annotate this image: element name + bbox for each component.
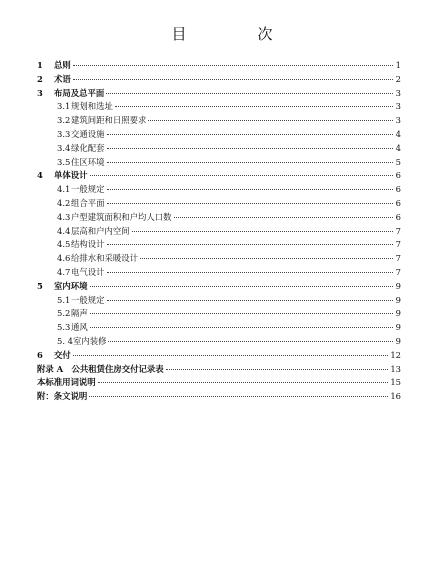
- toc-entry-page: 13: [390, 363, 401, 374]
- toc-entry-number: 4.2: [57, 197, 71, 208]
- toc-entry[interactable]: [37, 197, 401, 211]
- toc-entry-number: 4.5: [57, 239, 71, 250]
- toc-entry-page: 12: [390, 349, 401, 360]
- toc-entry-title: 组合平面: [71, 197, 105, 208]
- dot-leader: [107, 244, 394, 245]
- toc-entry-title: 结构设计: [71, 239, 105, 250]
- toc-entry-title: 一般规定: [71, 294, 105, 305]
- toc-entry[interactable]: [37, 169, 401, 183]
- toc-entry-page: 7: [395, 253, 401, 264]
- dot-leader: [73, 65, 393, 66]
- toc-entry-page: 5: [395, 156, 401, 167]
- dot-leader: [132, 231, 393, 232]
- toc-entry-page: 9: [395, 335, 401, 346]
- toc-entry-title: 户型建筑面积和户均人口数: [71, 211, 172, 222]
- toc-entry[interactable]: [37, 376, 401, 390]
- toc-entry[interactable]: [37, 238, 401, 252]
- toc-entry-number: 4.6: [57, 253, 71, 264]
- toc-entry-title: 层高和户内空间: [71, 225, 130, 236]
- dot-leader: [115, 106, 393, 107]
- toc-entry[interactable]: [37, 142, 401, 156]
- toc-entry[interactable]: [37, 335, 401, 349]
- toc-entry-title: 建筑间距和日照要求: [71, 115, 147, 126]
- page-title: 目 次: [171, 25, 301, 43]
- toc-entry-number: 4: [37, 170, 43, 181]
- toc-entry-page: 15: [390, 377, 401, 388]
- dot-leader: [174, 217, 394, 218]
- dot-leader: [107, 134, 394, 135]
- toc-entry-page: 6: [395, 184, 401, 195]
- toc-entry[interactable]: [37, 87, 401, 101]
- toc-entry-number: 3: [37, 87, 43, 98]
- toc-entry[interactable]: [37, 266, 401, 280]
- toc-entry[interactable]: [37, 128, 401, 142]
- toc-entry[interactable]: [37, 349, 401, 363]
- toc-entry-page: 16: [390, 391, 401, 402]
- dot-leader: [107, 300, 394, 301]
- toc-entry-title: 一般规定: [71, 184, 105, 195]
- toc-entry-title: 交通设施: [71, 128, 105, 139]
- dot-leader: [148, 120, 393, 121]
- toc-entry[interactable]: [37, 156, 401, 170]
- toc-entry-title: 给排水和采暖设计: [71, 253, 138, 264]
- toc-entry[interactable]: [37, 73, 401, 87]
- toc-entry-page: 1: [395, 60, 401, 70]
- dot-leader: [140, 258, 393, 259]
- toc-entry-number: 3.2: [57, 115, 71, 126]
- toc-entry-page: 7: [395, 239, 401, 250]
- toc-entry[interactable]: [37, 100, 401, 114]
- toc-entry[interactable]: [37, 307, 401, 321]
- toc-entry-title: 布局及总平面: [54, 87, 105, 98]
- toc-entry-title: 绿化配套: [71, 142, 105, 153]
- toc-entry[interactable]: [37, 59, 401, 73]
- toc-entry[interactable]: [37, 252, 401, 266]
- dot-leader: [106, 93, 393, 94]
- toc-entry-page: 6: [395, 170, 401, 181]
- toc-entry-number: 4.3: [57, 211, 71, 222]
- toc-entry-title: 规划和选址: [71, 101, 113, 112]
- toc-entry[interactable]: [37, 280, 401, 294]
- toc-entry-page: 9: [395, 294, 401, 305]
- toc-entry-number: 4.4: [57, 225, 71, 236]
- toc-entry-page: 3: [395, 87, 401, 98]
- toc-entry-page: 4: [395, 142, 401, 153]
- toc-entry-number: 1: [37, 60, 43, 70]
- toc-entry-title: 附录 A 公共租赁住房交付记录表: [37, 363, 164, 374]
- toc-entry-number: 5: [37, 280, 43, 291]
- toc-entry-page: 6: [395, 197, 401, 208]
- toc-entry-number: 3.4: [57, 142, 71, 153]
- dot-leader: [73, 79, 393, 80]
- toc-entry-page: 7: [395, 266, 401, 277]
- toc-entry-title: 通风: [71, 322, 88, 333]
- dot-leader: [107, 148, 394, 149]
- dot-leader: [107, 272, 394, 273]
- toc-entry-title: 室内环境: [54, 280, 88, 291]
- dot-leader: [89, 396, 388, 397]
- table-of-contents: [37, 59, 401, 404]
- toc-entry[interactable]: [37, 225, 401, 239]
- dot-leader: [107, 162, 394, 163]
- toc-entry-title: 单体设计: [54, 170, 88, 181]
- toc-entry-page: 9: [395, 280, 401, 291]
- toc-entry-page: 9: [395, 322, 401, 333]
- dot-leader: [107, 189, 394, 190]
- dot-leader: [98, 382, 389, 383]
- dot-leader: [108, 341, 393, 342]
- toc-entry-title: 隔声: [71, 308, 88, 319]
- toc-entry-title: 术语: [54, 73, 71, 84]
- toc-entry-number: 3.5: [57, 156, 71, 167]
- toc-entry-page: 4: [395, 128, 401, 139]
- toc-entry-number: 3.1: [57, 101, 71, 112]
- toc-entry-page: 2: [395, 73, 401, 84]
- toc-entry-title: 住区环境: [71, 156, 105, 167]
- dot-leader: [73, 355, 389, 356]
- toc-entry-number: 5. 4: [57, 335, 73, 346]
- toc-entry-title: 本标准用词说明: [37, 377, 96, 388]
- toc-entry-page: 7: [395, 225, 401, 236]
- toc-entry-title: 附：条文说明: [37, 391, 88, 402]
- toc-entry-title: 交付: [54, 349, 71, 360]
- toc-entry-page: 3: [395, 101, 401, 112]
- toc-entry[interactable]: [37, 321, 401, 335]
- dot-leader: [90, 175, 394, 176]
- toc-entry[interactable]: [37, 294, 401, 308]
- toc-entry[interactable]: [37, 211, 401, 225]
- dot-leader: [107, 203, 394, 204]
- dot-leader: [90, 327, 393, 328]
- toc-entry-number: 4.7: [57, 266, 71, 277]
- toc-entry-title: 室内装修: [72, 335, 107, 346]
- dot-leader: [166, 369, 389, 370]
- toc-entry[interactable]: [37, 363, 401, 377]
- toc-entry-page: 9: [395, 308, 401, 319]
- toc-entry-title: 总则: [54, 60, 71, 70]
- toc-entry-number: 4.1: [57, 184, 71, 195]
- toc-entry-number: 3.3: [57, 128, 71, 139]
- toc-entry[interactable]: [37, 390, 401, 404]
- toc-entry-number: 2: [37, 73, 43, 84]
- toc-entry-title: 电气设计: [71, 266, 105, 277]
- toc-entry-page: 3: [395, 115, 401, 126]
- toc-entry[interactable]: [37, 114, 401, 128]
- toc-entry-number: 6: [37, 349, 43, 360]
- toc-entry[interactable]: [37, 183, 401, 197]
- toc-entry-number: 5.2: [57, 308, 71, 319]
- toc-entry-number: 5.1: [57, 294, 71, 305]
- toc-entry-number: 5.3: [57, 322, 71, 333]
- dot-leader: [90, 286, 394, 287]
- toc-entry-page: 6: [395, 211, 401, 222]
- dot-leader: [90, 313, 393, 314]
